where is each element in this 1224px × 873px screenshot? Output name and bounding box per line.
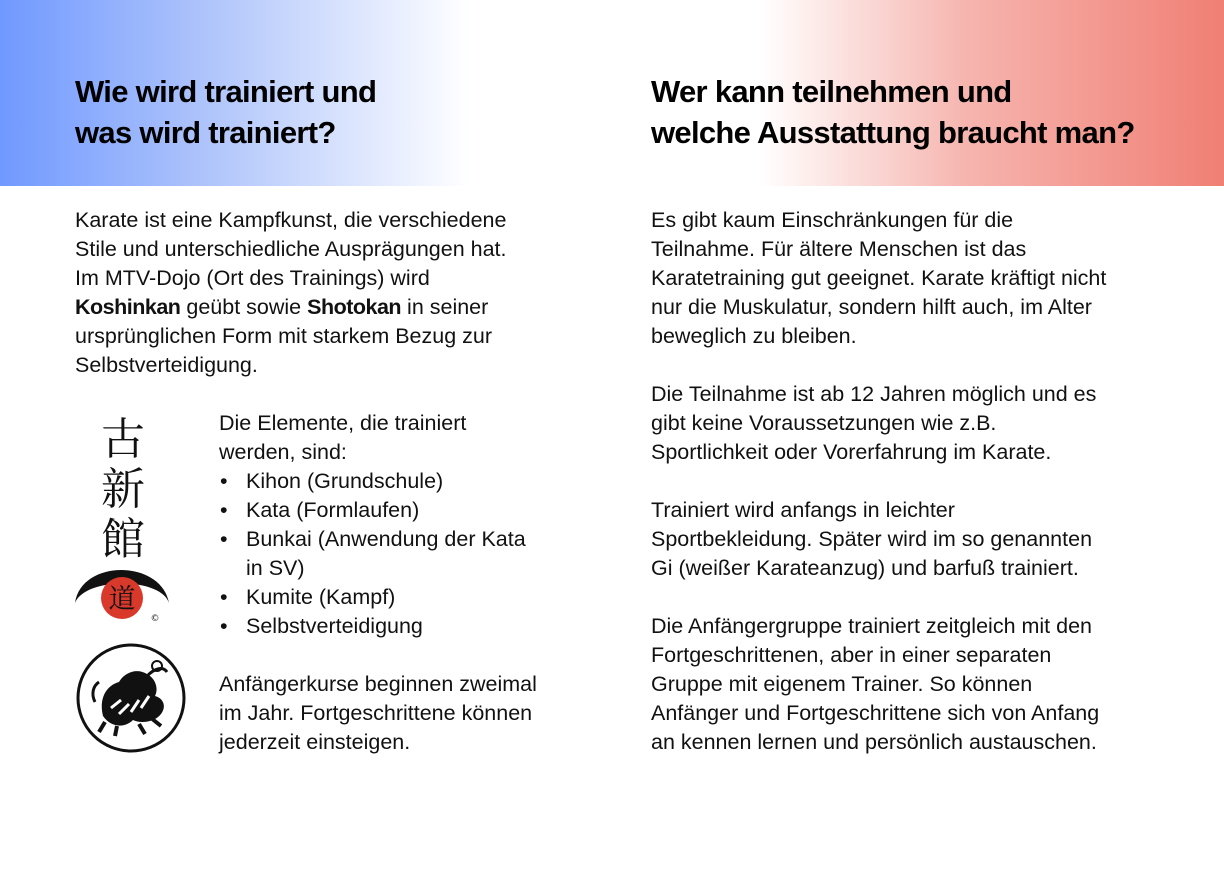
elements-list [219, 467, 537, 641]
text-line: Anfänger und Fortgeschrittene sich von Anfang [651, 701, 1100, 725]
seal-character: 道 [108, 584, 136, 615]
tiger-icon [78, 645, 184, 751]
list-item [219, 496, 537, 525]
text-line: Die Elemente, die trainiert [219, 411, 467, 435]
paragraph-groups [651, 612, 1106, 757]
list-item-text: Selbstverteidigung [246, 614, 423, 638]
text-fragment: in seiner [401, 295, 489, 319]
list-item [219, 467, 537, 496]
style-koshinkan: Koshinkan [75, 295, 181, 319]
text-line: nur die Muskulatur, sondern hilft auch, im Alter [651, 295, 1092, 319]
text-line: gibt keine Voraussetzungen wie z.B. [651, 411, 997, 435]
list-item-text: Bunkai (Anwendung der Kata [246, 527, 526, 551]
text-line: Sportlichkeit oder Vorerfahrung im Karate. [651, 440, 1052, 464]
text-line: Anfängerkurse beginnen zweimal [219, 672, 537, 696]
intro-paragraph [75, 206, 507, 380]
text-line: Sportbekleidung. Später wird im so genannten [651, 527, 1093, 551]
text-line: beweglich zu bleiben. [651, 324, 857, 348]
list-item-text: Kata (Formlaufen) [246, 498, 420, 522]
text-line: Gruppe mit eigenem Trainer. So können [651, 672, 1033, 696]
text-line [75, 293, 507, 322]
text-line: Im MTV-Dojo (Ort des Trainings) wird [75, 266, 430, 290]
text-line: Karatetraining gut geeignet. Karate kräftigt nicht [651, 266, 1107, 290]
heading-line: Wer kann teilnehmen und [651, 74, 1012, 109]
list-item [219, 583, 537, 612]
paragraph-age [651, 380, 1106, 467]
text-line: werden, sind: [219, 440, 347, 464]
paragraph-restrictions [651, 206, 1106, 351]
kanji-character: 館 [101, 514, 145, 565]
heading-participation [651, 71, 1135, 153]
text-line: im Jahr. Fortgeschrittene können [219, 701, 533, 725]
heading-line: was wird trainiert? [75, 115, 336, 150]
style-shotokan: Shotokan [307, 295, 402, 319]
list-item-text: Kumite (Kampf) [246, 585, 396, 609]
elements-intro [219, 409, 537, 467]
copyright-mark: © [150, 614, 160, 624]
list-item-text: Kihon (Grundschule) [246, 469, 444, 493]
kanji-character: 古 [101, 414, 145, 465]
koshinkan-logo [73, 409, 173, 624]
bullet: • [220, 527, 228, 551]
heading-line: Wie wird trainiert und [75, 74, 377, 109]
paragraph-clothing [651, 496, 1106, 583]
text-line: Die Teilnahme ist ab 12 Jahren möglich und es [651, 382, 1097, 406]
text-line: Trainiert wird anfangs in leichter [651, 498, 955, 522]
text-line: Selbstverteidigung. [75, 353, 258, 377]
bullet: • [220, 614, 228, 638]
text-line: Fortgeschrittenen, aber in einer separaten [651, 643, 1052, 667]
bullet: • [220, 469, 228, 493]
bullet: • [220, 585, 228, 609]
text-line: Die Anfängergruppe trainiert zeitgleich mit den [651, 614, 1093, 638]
text-line: Karate ist eine Kampfkunst, die verschiedene [75, 208, 507, 232]
heading-line: welche Ausstattung braucht man? [651, 115, 1135, 150]
list-item-text: in SV) [246, 556, 305, 580]
text-line: ursprünglichen Form mit starkem Bezug zur [75, 324, 493, 348]
list-item [219, 525, 537, 583]
text-line: jederzeit einsteigen. [219, 730, 411, 754]
list-item [219, 612, 537, 641]
text-line: Teilnahme. Für ältere Menschen ist das [651, 237, 1027, 261]
shotokan-tiger-logo [75, 642, 187, 754]
text-line: Stile und unterschiedliche Ausprägungen hat. [75, 237, 507, 261]
text-line: Gi (weißer Karateanzug) und barfuß trainiert. [651, 556, 1079, 580]
text-line: an kennen lernen und persönlich austauschen. [651, 730, 1097, 754]
training-elements [219, 409, 537, 757]
text-line: Es gibt kaum Einschränkungen für die [651, 208, 1014, 232]
text-fragment: geübt sowie [180, 295, 308, 319]
kanji-character: 新 [101, 464, 145, 515]
closing-paragraph [219, 670, 537, 757]
bullet: • [220, 498, 228, 522]
heading-training [75, 71, 376, 153]
participation-column [651, 206, 1106, 786]
